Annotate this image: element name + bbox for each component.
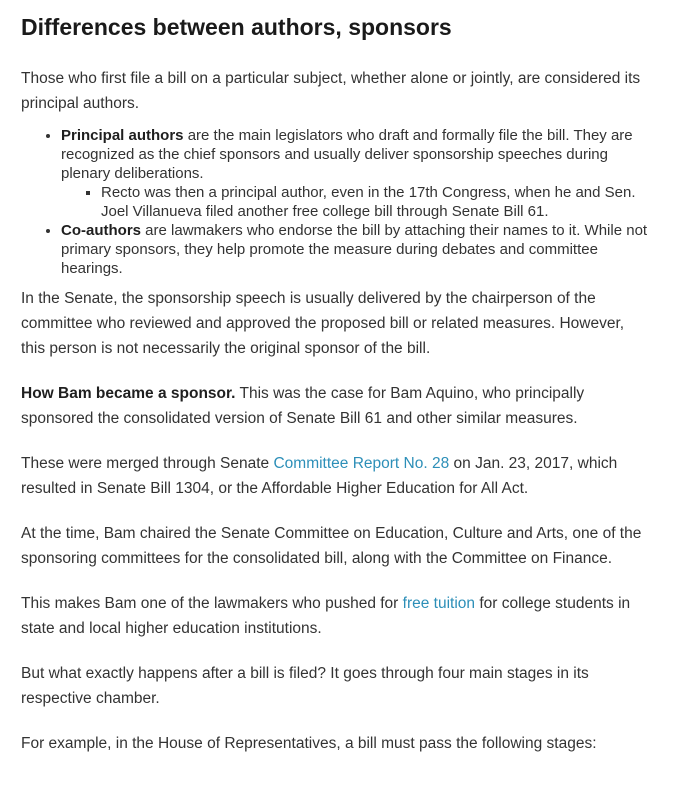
merged-pre-text: These were merged through Senate xyxy=(21,455,274,472)
co-authors-term: Co-authors xyxy=(61,222,141,239)
pushed-paragraph xyxy=(21,591,652,641)
list-item-principal-authors xyxy=(61,126,652,221)
bam-text: This was the case for Bam Aquino, who principally sponsored the consolidated version of Senate Bill 61 and other similar measures. xyxy=(21,385,585,427)
bam-paragraph xyxy=(21,381,652,431)
example-paragraph: For example, in the House of Representatives, a bill must pass the following stages: xyxy=(21,735,597,752)
co-authors-text: are lawmakers who endorse the bill by attaching their names to it. While not primary sponsors, they help promote the measure during debates and committee hearings. xyxy=(61,222,648,277)
intro-paragraph: Those who first file a bill on a particular subject, whether alone or jointly, are considered its principal authors. xyxy=(21,70,641,112)
stages-paragraph: But what exactly happens after a bill is filed? It goes through four main stages in its respective chamber. xyxy=(21,665,589,707)
principal-sublist xyxy=(61,183,652,221)
list-item-co-authors xyxy=(61,221,652,278)
principal-authors-term: Principal authors xyxy=(61,127,184,144)
section-heading: Differences between authors, sponsors xyxy=(21,14,452,40)
list-item-recto xyxy=(101,183,652,221)
senate-paragraph: In the Senate, the sponsorship speech is usually delivered by the chairperson of the committee who reviewed and approved the proposed bill or related measures. However, this person is not necessarily the original sponsor of the bill. xyxy=(21,290,625,357)
author-types-list xyxy=(21,126,652,278)
pushed-post-text: for college students in state and local higher education institutions. xyxy=(21,595,631,637)
bam-term: How Bam became a sponsor. xyxy=(21,385,236,402)
free-tuition-link[interactable]: free tuition xyxy=(402,595,476,612)
principal-authors-text: are the main legislators who draft and formally file the bill. They are recognized as the chief sponsors and usually deliver sponsorship speeches during plenary deliberations. xyxy=(61,127,633,182)
chaired-paragraph: At the time, Bam chaired the Senate Committee on Education, Culture and Arts, one of the sponsoring committees for the consolidated bill, along with the Committee on Finance. xyxy=(21,525,642,567)
merged-post-text: on Jan. 23, 2017, which resulted in Senate Bill 1304, or the Affordable Higher Education for All Act. xyxy=(21,455,618,497)
recto-text: Recto was then a principal author, even in the 17th Congress, when he and Sen. Joel Villanueva filed another free college bill through Senate Bill 61. xyxy=(101,184,636,220)
committee-report-link[interactable]: Committee Report No. 28 xyxy=(273,455,450,472)
pushed-pre-text: This makes Bam one of the lawmakers who pushed for xyxy=(21,595,403,612)
merged-paragraph xyxy=(21,451,652,501)
